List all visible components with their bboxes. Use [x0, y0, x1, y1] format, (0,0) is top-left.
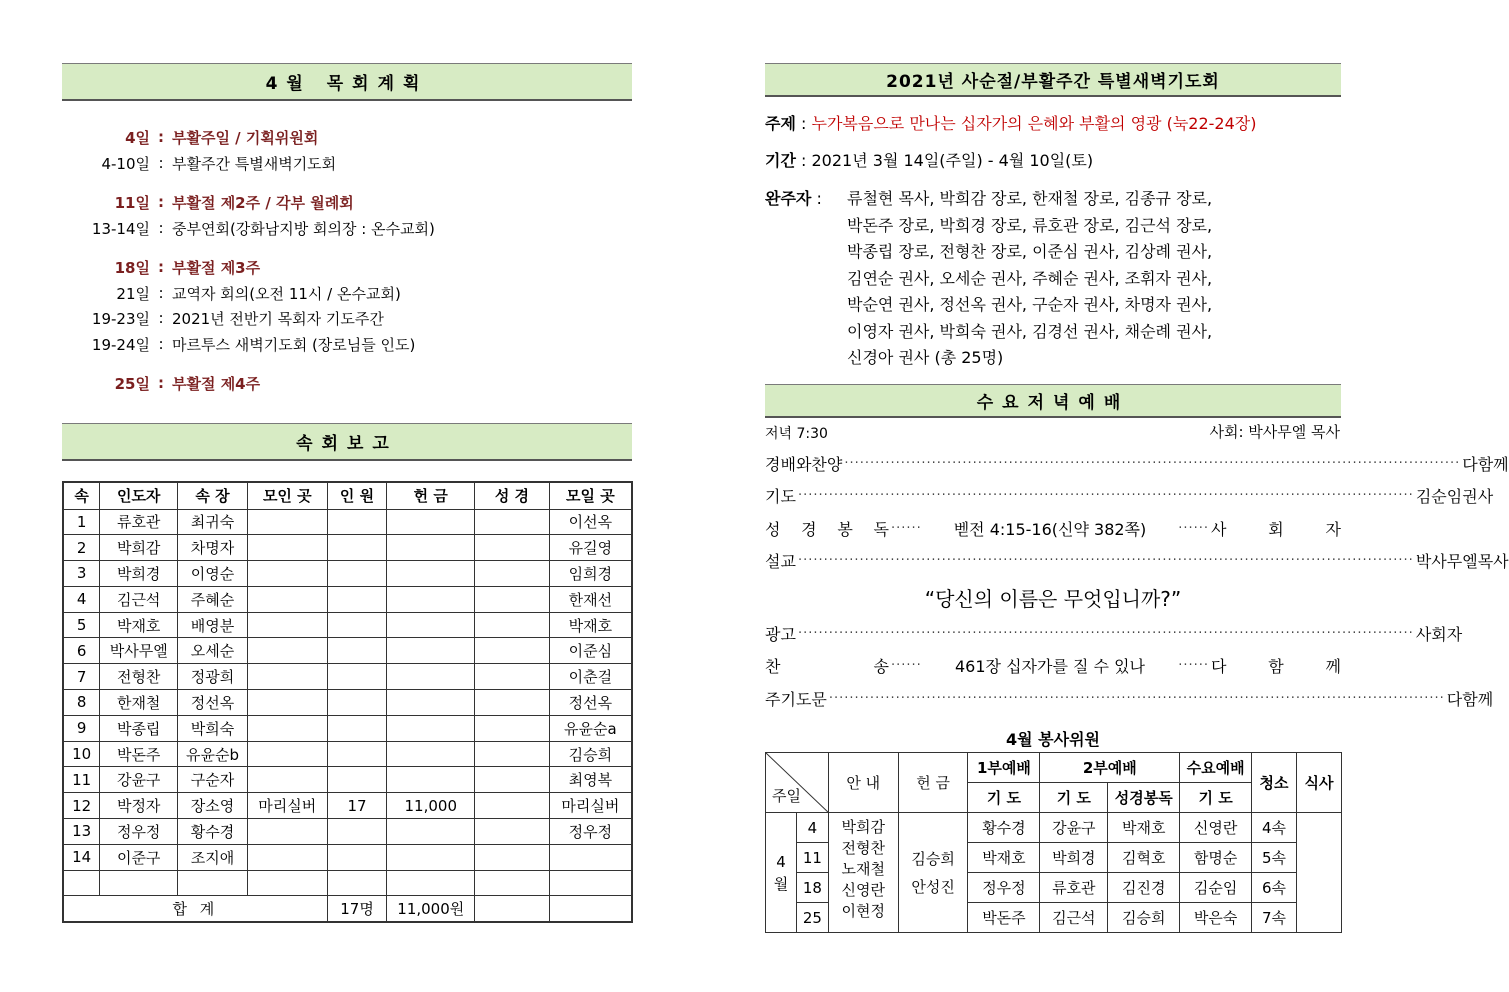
table-cell: [475, 561, 550, 587]
table-row: [63, 793, 632, 819]
table-cell: 정광희: [178, 664, 248, 690]
table-cell: [387, 767, 475, 793]
svc2-prayer-cell: 류호관: [1040, 873, 1108, 903]
order-item-person: 다 함 께: [1211, 657, 1341, 676]
plan-date: 19-24일: [91, 335, 150, 354]
table-cell: [387, 819, 475, 845]
order-leader-dots: ························································································································: [797, 625, 1414, 641]
order-item-name: 광 고: [765, 624, 796, 644]
table-cell: 12: [63, 793, 100, 819]
plan-separator: :: [158, 284, 164, 302]
workers-line: 김연순 권사, 오세순 권사, 주혜순 권사, 조휘자 권사,: [847, 268, 1213, 288]
plan-date: 25일: [114, 374, 150, 393]
report-table: [62, 481, 633, 923]
month-cell: 4 월: [766, 813, 797, 933]
report-title: 속회보고: [62, 423, 632, 461]
svc2-prayer-cell: 박희경: [1040, 843, 1108, 873]
table-cell: [475, 844, 550, 870]
order-item-name: 성 경 봉 독: [765, 519, 889, 539]
table-cell: [387, 586, 475, 612]
table-cell: 차명자: [178, 535, 248, 561]
table-cell: [327, 561, 387, 587]
report-total-offering: 11,000원: [387, 896, 475, 922]
table-cell: [387, 664, 475, 690]
order-leader-dots: ························································································································: [844, 455, 1461, 471]
plan-date: 19-23일: [91, 309, 150, 328]
table-cell: 유윤순b: [178, 741, 248, 767]
svc2-reading-cell: 김혁호: [1108, 843, 1180, 873]
table-cell: [475, 767, 550, 793]
table-cell: [387, 612, 475, 638]
worship-title: 수요저녁예배: [765, 384, 1341, 418]
wed-prayer-cell: 함명순: [1180, 843, 1252, 873]
plan-separator: :: [158, 335, 164, 353]
table-cell: [247, 561, 327, 587]
report-header-cell: 모일 곳: [549, 482, 632, 509]
table-cell: [327, 741, 387, 767]
table-cell: 이준구: [100, 844, 178, 870]
table-cell: 이영순: [178, 561, 248, 587]
table-cell: [178, 870, 248, 896]
table-cell: [327, 690, 387, 716]
table-cell: [327, 586, 387, 612]
report-header-cell: 속 장: [178, 482, 248, 509]
workers-label-line: 완주자 :: [765, 189, 822, 208]
worship-order-item: [765, 547, 1509, 575]
table-cell: [387, 741, 475, 767]
order-item-person: 사 회 자: [1211, 519, 1341, 539]
svc1-prayer-header: 기 도: [968, 783, 1040, 813]
table-cell: [327, 767, 387, 793]
table-cell: [327, 870, 387, 896]
table-row: [63, 870, 632, 896]
svc2-prayer-cell: 강윤구: [1040, 813, 1108, 843]
order-item-detail-text: 461장 십자가를 질 수 있나: [955, 657, 1145, 676]
table-cell: 마리실버: [549, 793, 632, 819]
table-cell: [387, 870, 475, 896]
plan-date: 11일: [114, 193, 150, 212]
plan-event: 2021년 전반기 목회자 기도주간: [172, 309, 384, 328]
table-cell: [475, 715, 550, 741]
meal-header: 식사: [1297, 753, 1342, 813]
table-cell: 정선옥: [178, 690, 248, 716]
theme-line: 주제 : 누가복음으로 만나는 십자가의 은혜와 부활의 영광 (눅22-24장): [765, 114, 1257, 133]
plan-date: 18일: [114, 258, 150, 277]
report-header-row: [63, 482, 632, 509]
table-cell: 14: [63, 844, 100, 870]
table-cell: [475, 819, 550, 845]
table-cell: [387, 844, 475, 870]
report-header-cell: 속: [63, 482, 100, 509]
plan-item: [62, 191, 632, 213]
plan-event: 부활주일 / 기획위원회: [172, 128, 319, 147]
svc2-reading-cell: 김승희: [1108, 903, 1180, 933]
table-cell: 박재호: [100, 612, 178, 638]
worship-host: 사회: 박사무엘 목사: [1209, 423, 1340, 441]
offerers-cell: 김승희 안성진: [898, 813, 968, 933]
order-item-person: 박 사 무 엘 목 사: [1415, 552, 1509, 571]
worship-order-item: [765, 449, 1509, 477]
plan-item: [62, 256, 632, 278]
svc2-prayer-header: 기 도: [1040, 783, 1108, 813]
table-cell: 10: [63, 741, 100, 767]
sermon-title: “당신의 이름은 무엇입니까?”: [924, 587, 1182, 611]
worship-order-item: [765, 684, 1494, 712]
table-cell: 박희숙: [178, 715, 248, 741]
table-cell: 5: [63, 612, 100, 638]
order-item-person: 김 순 임 권 사: [1415, 487, 1494, 506]
order-leader-dots: ························································································································: [828, 690, 1445, 706]
order-item-person: 다 함 께: [1462, 454, 1509, 474]
table-row: [63, 561, 632, 587]
table-row: [63, 509, 632, 535]
table-cell: [327, 509, 387, 535]
table-row: [63, 844, 632, 870]
plan-event: 교역자 회의(오전 11시 / 온수교회): [172, 284, 401, 303]
order-leader-dots: ························································································································: [797, 553, 1414, 568]
table-cell: [475, 586, 550, 612]
table-cell: [247, 715, 327, 741]
table-row: [63, 741, 632, 767]
workers-line: 류철현 목사, 박희감 장로, 한재철 장로, 김종규 장로,: [847, 189, 1213, 208]
svc1-prayer-cell: 박돈주: [968, 903, 1040, 933]
table-cell: [327, 715, 387, 741]
table-cell: 박희감: [100, 535, 178, 561]
table-cell: [327, 612, 387, 638]
table-cell: 박돈주: [100, 741, 178, 767]
report-header-cell: 인도자: [100, 482, 178, 509]
clean-cell: 5속: [1252, 843, 1297, 873]
table-cell: [63, 870, 100, 896]
plan-date: 21일: [116, 284, 150, 303]
table-cell: 17: [327, 793, 387, 819]
workers-line: 신경아 권사 (총 25명): [847, 348, 1004, 367]
table-row: [63, 612, 632, 638]
table-row: [63, 664, 632, 690]
day-cell: 11: [796, 843, 828, 873]
table-cell: [387, 690, 475, 716]
plan-separator: :: [158, 154, 164, 172]
wed-prayer-header: 기 도: [1180, 783, 1252, 813]
workers-list: [847, 186, 1212, 372]
report-header-cell: 인 원: [327, 482, 387, 509]
table-cell: [247, 741, 327, 767]
table-cell: [475, 509, 550, 535]
order-item-detail: ······ 벧전 4:15-16(신약 382쪽) ······: [889, 517, 1211, 540]
plan-separator: :: [158, 219, 164, 237]
corner-cell: [766, 753, 829, 813]
table-cell: 오세순: [178, 638, 248, 664]
table-cell: [247, 870, 327, 896]
wed-prayer-cell: 김순임: [1180, 873, 1252, 903]
svc1-prayer-cell: 정우정: [968, 873, 1040, 903]
clean-cell: 4속: [1252, 813, 1297, 843]
table-cell: 구순자: [178, 767, 248, 793]
table-cell: [475, 741, 550, 767]
period-text: 2021년 3월 14일(주일) - 4월 10일(토): [811, 151, 1094, 170]
table-cell: 이춘걸: [549, 664, 632, 690]
table-cell: 박희경: [100, 561, 178, 587]
guides-cell: 박희감 전형찬 노재철 신영란 이현정: [828, 813, 898, 933]
table-cell: [475, 638, 550, 664]
table-cell: [387, 715, 475, 741]
clean-cell: 7속: [1252, 903, 1297, 933]
order-item-name: 설 교: [765, 552, 796, 571]
svc2-prayer-cell: 김근석: [1040, 903, 1108, 933]
plan-item: [62, 307, 632, 329]
table-cell: 주혜순: [178, 586, 248, 612]
table-cell: [387, 638, 475, 664]
table-cell: [475, 664, 550, 690]
table-cell: 1: [63, 509, 100, 535]
order-leader-dots: ························································································································: [797, 488, 1414, 503]
worship-order-item: [765, 619, 1463, 647]
order-item-detail: ······ 461장 십자가를 질 수 있나 ······: [889, 654, 1211, 677]
plan-date: 4일: [125, 128, 150, 147]
table-cell: [549, 844, 632, 870]
svc2-reading-cell: 김진경: [1108, 873, 1180, 903]
svc2-reading-cell: 박재호: [1108, 813, 1180, 843]
wed-prayer-cell: 박은숙: [1180, 903, 1252, 933]
table-row: [63, 715, 632, 741]
table-cell: 이준심: [549, 638, 632, 664]
table-cell: 최영복: [549, 767, 632, 793]
plan-separator: :: [158, 374, 164, 392]
table-row: [63, 535, 632, 561]
meal-cell: [1297, 813, 1342, 933]
workers-line: 박순연 권사, 정선옥 권사, 구순자 권사, 차명자 권사,: [847, 295, 1213, 314]
table-cell: 유윤순a: [549, 715, 632, 741]
order-item-name: 찬 송: [765, 657, 889, 676]
report-total-people: 17명: [327, 896, 387, 922]
table-cell: [247, 767, 327, 793]
table-cell: 마리실버: [247, 793, 327, 819]
plan-event: 부활절 제3주: [172, 258, 261, 277]
table-cell: [247, 509, 327, 535]
table-cell: 2: [63, 535, 100, 561]
table-cell: 13: [63, 819, 100, 845]
table-cell: [100, 870, 178, 896]
table-cell: 김승희: [549, 741, 632, 767]
table-cell: 유길영: [549, 535, 632, 561]
table-cell: 박재호: [549, 612, 632, 638]
table-cell: [327, 844, 387, 870]
volunteer-title: 4월 봉사위원: [1006, 730, 1100, 749]
table-cell: 정우정: [549, 819, 632, 845]
report-total-row: [63, 896, 632, 922]
plan-item: [62, 217, 632, 239]
worship-time: 저녁 7:30: [765, 426, 828, 442]
table-cell: [327, 664, 387, 690]
table-cell: 장소영: [178, 793, 248, 819]
clean-cell: 6속: [1252, 873, 1297, 903]
table-cell: [327, 638, 387, 664]
plan-event: 마르투스 새벽기도회 (장로님들 인도): [172, 335, 416, 354]
worship-order-item: [765, 482, 1494, 510]
workers-line: 박종립 장로, 전형찬 장로, 이준심 권사, 김상례 권사,: [847, 242, 1213, 261]
plan-separator: :: [158, 193, 164, 211]
table-cell: 9: [63, 715, 100, 741]
table-cell: [475, 870, 550, 896]
table-row: [63, 638, 632, 664]
table-cell: [387, 509, 475, 535]
table-cell: 조지애: [178, 844, 248, 870]
volunteer-table: [765, 752, 1342, 933]
svc2-header: 2부예배: [1040, 753, 1180, 783]
table-row: [63, 586, 632, 612]
table-cell: [475, 535, 550, 561]
offering-header: 헌 금: [898, 753, 968, 813]
svc1-prayer-cell: 황수경: [968, 813, 1040, 843]
table-cell: [475, 793, 550, 819]
plan-item: [62, 282, 632, 304]
plan-item: [62, 152, 632, 174]
day-cell: 4: [796, 813, 828, 843]
table-cell: [247, 586, 327, 612]
plan-event: 부활절 제4주: [172, 374, 261, 393]
plan-separator: :: [158, 309, 164, 327]
plan-separator: :: [158, 258, 164, 276]
table-cell: [387, 561, 475, 587]
table-cell: [247, 664, 327, 690]
plan-date: 4-10일: [101, 154, 150, 173]
table-cell: [327, 819, 387, 845]
plan-event: 중부연회(강화남지방 회의장 : 온수교회): [172, 219, 435, 238]
workers-label: 완주자: [765, 189, 812, 208]
theme-text: 누가복음으로 만나는 십자가의 은혜와 부활의 영광 (눅22-24장): [811, 114, 1257, 133]
table-cell: 박종립: [100, 715, 178, 741]
workers-line: 박돈주 장로, 박희경 장로, 류호관 장로, 김근석 장로,: [847, 215, 1213, 235]
table-cell: 정선옥: [549, 690, 632, 716]
table-cell: 전형찬: [100, 664, 178, 690]
report-header-cell: 헌 금: [387, 482, 475, 509]
table-cell: 6: [63, 638, 100, 664]
table-cell: [327, 535, 387, 561]
clean-header: 청소: [1252, 753, 1297, 813]
table-cell: 11: [63, 767, 100, 793]
table-row: [63, 690, 632, 716]
svc1-header: 1부예배: [968, 753, 1040, 783]
wed-header: 수요예배: [1180, 753, 1252, 783]
report-total-label: 합 계: [63, 896, 327, 922]
table-cell: 황수경: [178, 819, 248, 845]
table-cell: 11,000: [387, 793, 475, 819]
plan-title: 4월 목회계획: [62, 63, 632, 101]
table-cell: 4: [63, 586, 100, 612]
table-cell: 3: [63, 561, 100, 587]
plan-event: 부활주간 특별새벽기도회: [172, 154, 337, 173]
table-cell: 한재철: [100, 690, 178, 716]
plan-item: [62, 126, 632, 148]
table-cell: 7: [63, 664, 100, 690]
table-cell: 최귀숙: [178, 509, 248, 535]
period-label: 기간: [765, 151, 796, 170]
svc1-prayer-cell: 박재호: [968, 843, 1040, 873]
table-cell: [247, 690, 327, 716]
table-row: [63, 819, 632, 845]
guide-header: 안 내: [828, 753, 898, 813]
table-cell: [247, 612, 327, 638]
table-cell: 강윤구: [100, 767, 178, 793]
table-cell: [475, 690, 550, 716]
table-cell: 한재선: [549, 586, 632, 612]
table-cell: 8: [63, 690, 100, 716]
table-cell: 김근석: [100, 586, 178, 612]
order-item-person: 다 함 께: [1446, 689, 1494, 709]
report-header-cell: 성 경: [475, 482, 550, 509]
table-cell: 정우정: [100, 819, 178, 845]
plan-date: 13-14일: [91, 219, 150, 238]
workers-line: 이영자 권사, 박희숙 권사, 김경선 권사, 채순례 권사,: [847, 321, 1213, 341]
plan-separator: :: [158, 128, 164, 146]
volunteer-row: [766, 813, 1342, 843]
plan-item: [62, 372, 632, 394]
order-item-detail-text: 벧전 4:15-16(신약 382쪽): [953, 519, 1147, 539]
order-item-person: 사 회 자: [1415, 624, 1463, 644]
table-cell: [387, 535, 475, 561]
svc2-reading-header: 성경봉독: [1108, 783, 1180, 813]
table-cell: [247, 638, 327, 664]
table-cell: [247, 535, 327, 561]
order-item-name: 경 배 와 찬 양: [765, 454, 843, 474]
prayer-title: 2021년 사순절/부활주간 특별새벽기도회: [765, 63, 1341, 97]
table-cell: [475, 612, 550, 638]
wed-prayer-cell: 신영란: [1180, 813, 1252, 843]
table-cell: 이선옥: [549, 509, 632, 535]
order-item-name: 기 도: [765, 487, 796, 506]
table-cell: [247, 844, 327, 870]
corner-label: 주일: [772, 787, 801, 805]
worship-order-item: [765, 652, 1341, 680]
table-cell: 박정자: [100, 793, 178, 819]
table-cell: 배영분: [178, 612, 248, 638]
worship-order-item: [765, 514, 1341, 542]
plan-event: 부활절 제2주 / 각부 월례회: [172, 193, 354, 212]
day-cell: 25: [796, 903, 828, 933]
theme-label: 주제: [765, 114, 796, 133]
table-cell: [247, 819, 327, 845]
table-row: [63, 767, 632, 793]
table-cell: 류호관: [100, 509, 178, 535]
report-header-cell: 모인 곳: [247, 482, 327, 509]
day-cell: 18: [796, 873, 828, 903]
order-item-name: 주 기 도 문: [765, 689, 827, 709]
table-cell: 임희경: [549, 561, 632, 587]
period-line: 기간 : 2021년 3월 14일(주일) - 4월 10일(토): [765, 151, 1094, 170]
table-cell: 박사무엘: [100, 638, 178, 664]
plan-item: [62, 333, 632, 355]
table-cell: [549, 870, 632, 896]
